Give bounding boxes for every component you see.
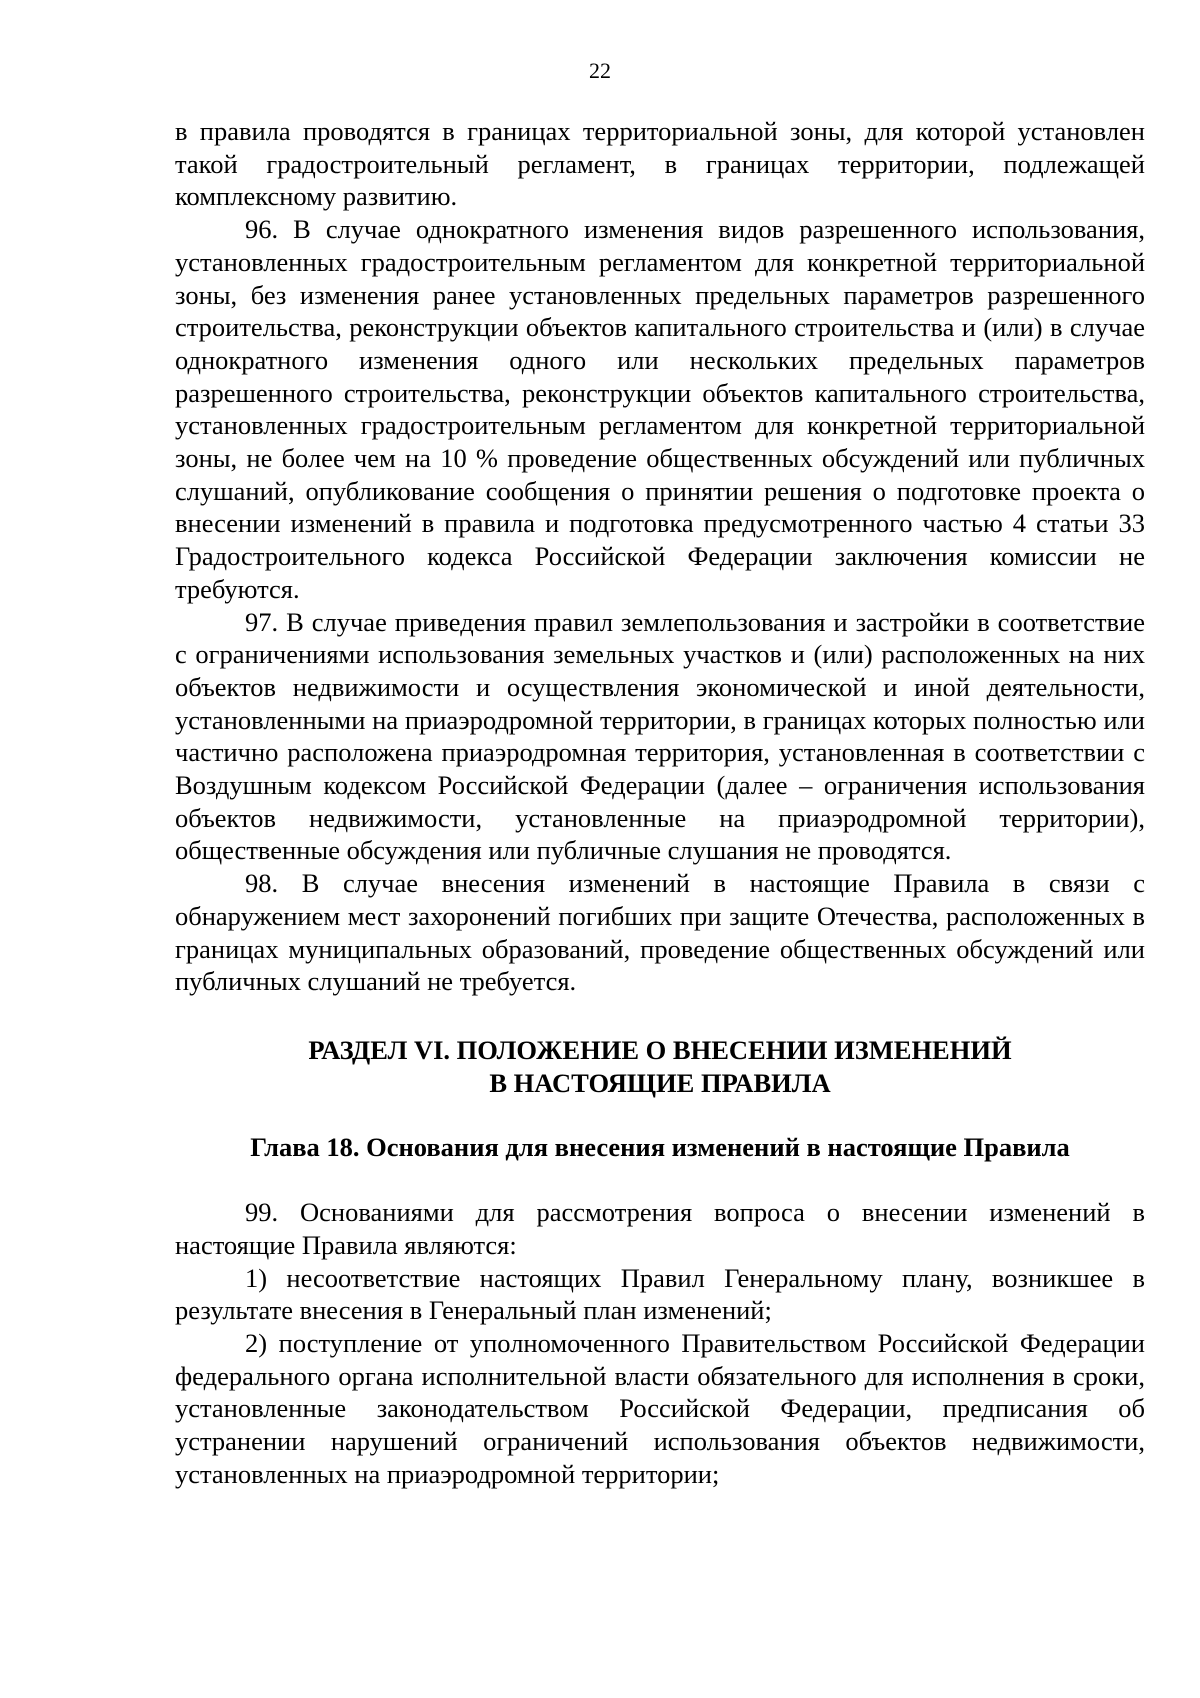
chapter-heading: Глава 18. Основания для внесения изменений в настоящие Правила	[250, 1132, 1070, 1163]
paragraph-continuation: в правила проводятся в границах территориальной зоны, для которой установлен такой градостроительный регламент, в границах территории, подлежащей комплексному развитию.	[175, 116, 1145, 212]
page-number: 22	[589, 58, 611, 83]
paragraph-99-item-2: 2) поступление от уполномоченного Правительством Российской Федерации федерального органа исполнительной власти обязательного для исполнения в сроки, установленные законодательством Российской Федерации, предписания об устранении нарушений ограничений использования объектов недвижимости, установленных на приаэродромной территории;	[175, 1327, 1145, 1489]
paragraph-98: 98. В случае внесения изменений в настоящие Правила в связи с обнаружением мест захоронений погибших при защите Отечества, расположенных в границах муниципальных образований, проведение общественных обсуждений или публичных слушаний не требуется.	[175, 868, 1145, 997]
paragraph-99-item-1: 1) несоответствие настоящих Правил Генеральному плану, возникшее в результате внесения в Генеральный план изменений;	[175, 1262, 1145, 1326]
paragraph-99: 99. Основаниями для рассмотрения вопроса о внесении изменений в настоящие Правила являются:	[175, 1197, 1145, 1260]
document-body	[175, 115, 1145, 1490]
section-heading	[175, 1034, 1145, 1099]
paragraph-97: 97. В случае приведения правил землепользования и застройки в соответствие с ограничениями использования земельных участков и (или) расположенных на них объектов недвижимости и осуществления экономической и иной деятельности, установленными на приаэродромной территории, в границах которых полностью или частично расположена приаэродромная территория, установленная в соответствии с Воздушным кодексом Российской Федерации (далее – ограничения использования объектов недвижимости, установленные на приаэродромной территории), общественные обсуждения или публичные слушания не проводятся.	[175, 606, 1145, 866]
paragraph-96: 96. В случае однократного изменения видов разрешенного использования, установленных градостроительным регламентом для конкретной территориальной зоны, без изменения ранее установленных предельных параметров разрешенного строительства, реконструкции объектов капитального строительства и (или) в случае однократного изменения одного или нескольких предельных параметров разрешенного строительства, реконструкции объектов капитального строительства, установленных градостроительным регламентом для конкретной территориальной зоны, не более чем на 10 % проведение общественных обсуждений или публичных слушаний, опубликование сообщения о принятии решения о подготовке проекта о внесении изменений в правила и подготовка предусмотренного частью 4 статьи 33 Градостроительного кодекса Российской Федерации заключения комиссии не требуются.	[175, 214, 1145, 604]
section-heading-line-1: РАЗДЕЛ VI. ПОЛОЖЕНИЕ О ВНЕСЕНИИ ИЗМЕНЕНИЙ	[308, 1034, 1012, 1065]
section-heading-line-2: В НАСТОЯЩИЕ ПРАВИЛА	[489, 1067, 831, 1098]
